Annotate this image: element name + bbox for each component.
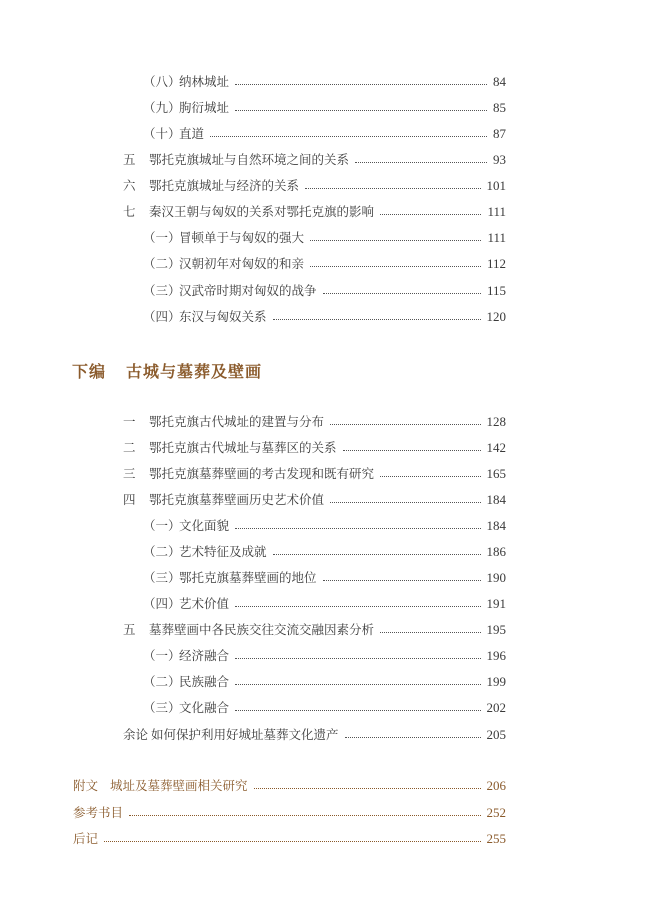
toc-page-number: 101: [486, 178, 506, 193]
toc-number: （二）: [143, 256, 181, 271]
dot-leader: [330, 502, 480, 503]
toc-row[interactable]: [123, 438, 506, 458]
dot-leader: [310, 240, 481, 241]
dot-leader: [235, 658, 480, 659]
dot-leader: [323, 293, 481, 294]
toc-page-number: 93: [493, 152, 506, 167]
toc-page-number: 252: [486, 805, 506, 820]
toc-title: 东汉与匈奴关系: [179, 309, 267, 324]
toc-title: 艺术特征及成就: [179, 544, 267, 559]
toc-number: （四）: [143, 596, 181, 611]
toc-number: 附文: [73, 778, 99, 793]
toc-title: 秦汉王朝与匈奴的关系对鄂托克旗的影响: [149, 204, 375, 219]
toc-number: （九）: [143, 100, 181, 115]
toc-page-number: 184: [486, 492, 506, 507]
toc-page-number: 120: [486, 309, 506, 324]
dot-leader: [355, 162, 487, 163]
toc-page-number: 85: [493, 100, 506, 115]
dot-leader: [235, 606, 480, 607]
toc-row[interactable]: [143, 542, 506, 562]
toc-row[interactable]: [143, 124, 506, 144]
toc-page-number: 112: [486, 256, 506, 271]
toc-number: 四: [123, 492, 136, 507]
toc-row-afterword[interactable]: [73, 829, 506, 849]
toc-row[interactable]: [123, 490, 506, 510]
toc-title: 直道: [179, 126, 205, 141]
toc-number: （三）: [143, 700, 181, 715]
toc-page-number: 190: [486, 570, 506, 585]
toc-row[interactable]: [123, 150, 506, 170]
toc-title: 后记: [73, 831, 99, 846]
toc-title: 墓葬壁画中各民族交往交流交融因素分析: [149, 622, 375, 637]
toc-page-number: 199: [486, 674, 506, 689]
dot-leader: [310, 266, 481, 267]
dot-leader: [273, 554, 481, 555]
toc-number: （八）: [143, 74, 181, 89]
toc-title: 鄂托克旗城址与经济的关系: [149, 178, 300, 193]
toc-row[interactable]: [143, 568, 506, 588]
toc-number: 一: [123, 414, 136, 429]
toc-title: 鄂托克旗古代城址的建置与分布: [149, 414, 325, 429]
part-heading[interactable]: [72, 359, 262, 382]
toc-row[interactable]: [143, 98, 506, 118]
toc-page-number: 111: [487, 204, 506, 219]
toc-number: 五: [123, 622, 136, 637]
toc-row[interactable]: [143, 646, 506, 666]
toc-row[interactable]: [123, 620, 506, 640]
toc-number: （四）: [143, 309, 181, 324]
toc-title: 艺术价值: [179, 596, 230, 611]
toc-row[interactable]: [143, 516, 506, 536]
dot-leader: [235, 84, 487, 85]
toc-title: 如何保护利用好城址墓葬文化遗产: [151, 727, 339, 742]
toc-page-number: 115: [486, 283, 506, 298]
toc-page-number: 142: [486, 440, 506, 455]
toc-title: 鄂托克旗墓葬壁画的地位: [179, 570, 317, 585]
toc-row-appendix[interactable]: [73, 776, 506, 796]
toc-title: 鄂托克旗古代城址与墓葬区的关系: [149, 440, 337, 455]
toc-title: 汉武帝时期对匈奴的战争: [179, 283, 317, 298]
toc-title: 城址及墓葬壁画相关研究: [110, 778, 248, 793]
toc-title: 经济融合: [179, 648, 230, 663]
toc-number: （一）: [143, 518, 181, 533]
toc-number: 二: [123, 440, 136, 455]
toc-row[interactable]: [143, 228, 506, 248]
toc-page-number: 202: [486, 700, 506, 715]
toc-number: （一）: [143, 230, 181, 245]
toc-page-number: 196: [486, 648, 506, 663]
toc-row[interactable]: [143, 254, 506, 274]
dot-leader: [323, 580, 481, 581]
dot-leader: [330, 424, 480, 425]
toc-number: （二）: [143, 544, 181, 559]
toc-page-number: 206: [486, 778, 506, 793]
toc-number: 余论: [123, 727, 149, 742]
toc-title: 鄂托克旗城址与自然环境之间的关系: [149, 152, 350, 167]
toc-page-number: 111: [487, 230, 506, 245]
dot-leader: [345, 737, 481, 738]
toc-number: （二）: [143, 674, 181, 689]
dot-leader: [104, 841, 480, 842]
toc-title: 参考书目: [73, 805, 124, 820]
toc-number: （一）: [143, 648, 181, 663]
toc-row[interactable]: [143, 307, 506, 327]
toc-row[interactable]: [143, 72, 506, 92]
toc-page-number: 184: [486, 518, 506, 533]
toc-page-number: 191: [486, 596, 506, 611]
dot-leader: [273, 319, 481, 320]
dot-leader: [235, 684, 480, 685]
toc-row[interactable]: [143, 698, 506, 718]
toc-title: 鄂托克旗墓葬壁画的考古发现和既有研究: [149, 466, 375, 481]
toc-row-bibliography[interactable]: [73, 803, 506, 823]
dot-leader: [235, 528, 480, 529]
toc-row[interactable]: [143, 594, 506, 614]
toc-row[interactable]: [123, 725, 506, 745]
toc-number: （三）: [143, 570, 181, 585]
toc-number: 五: [123, 152, 136, 167]
dot-leader: [235, 110, 487, 111]
toc-page-number: 84: [493, 74, 506, 89]
toc-page-number: 205: [486, 727, 506, 742]
toc-title: 文化融合: [179, 700, 230, 715]
toc-row[interactable]: [123, 176, 506, 196]
toc-title: 朐衍城址: [179, 100, 230, 115]
toc-number: （十）: [143, 126, 181, 141]
part-title: 古城与墓葬及壁画: [126, 362, 263, 381]
toc-title: 鄂托克旗墓葬壁画历史艺术价值: [149, 492, 325, 507]
toc-title: 纳林城址: [179, 74, 230, 89]
dot-leader: [235, 710, 480, 711]
toc-number: 七: [123, 204, 136, 219]
toc-row[interactable]: [143, 672, 506, 692]
toc-row[interactable]: [123, 412, 506, 432]
dot-leader: [305, 188, 480, 189]
toc-title: 冒顿单于与匈奴的强大: [179, 230, 305, 245]
dot-leader: [380, 632, 480, 633]
toc-title: 汉朝初年对匈奴的和亲: [179, 256, 305, 271]
toc-row[interactable]: [123, 202, 506, 222]
toc-page-number: 165: [486, 466, 506, 481]
dot-leader: [210, 136, 487, 137]
toc-page-number: 255: [486, 831, 506, 846]
toc-page-number: 128: [486, 414, 506, 429]
toc-title: 文化面貌: [179, 518, 230, 533]
dot-leader: [254, 788, 481, 789]
dot-leader: [380, 214, 481, 215]
toc-row[interactable]: [123, 464, 506, 484]
toc-number: 三: [123, 466, 136, 481]
toc-row[interactable]: [143, 281, 506, 301]
toc-page-number: 87: [493, 126, 506, 141]
dot-leader: [129, 815, 480, 816]
toc-title: 民族融合: [179, 674, 230, 689]
dot-leader: [343, 450, 481, 451]
toc-page-number: 186: [486, 544, 506, 559]
dot-leader: [380, 476, 480, 477]
toc-page-number: 195: [486, 622, 506, 637]
toc-number: （三）: [143, 283, 181, 298]
part-label: 下编: [72, 362, 107, 381]
toc-number: 六: [123, 178, 136, 193]
